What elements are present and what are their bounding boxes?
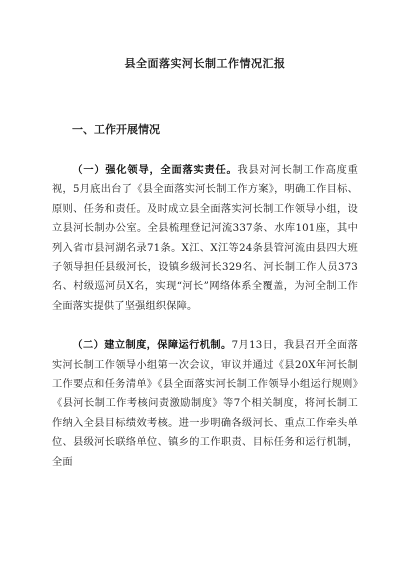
paragraph-body: 我县对河长制工作高度重视，5月底出台了《县全面落实河长制工作方案》，明确工作目标、原则、任务和责任。及时成立县全面落实河长制工作领导小组，设立县河长制办公室。全县梳理登记河流337条、水库101座，其中列入省市县河湖名录71条。X江、X江等24条县管河流由县四大班子领导担任县级河长，设镇乡级河长329名、河长制工作人员373名、村级巡河员X名，实现“河长”网络体系全覆盖，为河全制工作全面落实提供了坚强组织保障。 xyxy=(52,165,359,312)
section-heading: 一、工作开展情况 xyxy=(72,123,160,136)
paragraph-lead: （二）建立制度，保障运行机制。 xyxy=(72,339,232,352)
paragraph-system xyxy=(52,336,358,472)
paragraph-body: 7月13日，我县召开全面落实河长制工作领导小组第一次会议，审议并通过《县20X年河长制工作要点和任务清单》《县全面落实河长制工作领导小组运行规则》《县河长制工作考核问责激励制度》等7个相关制度，将河长制工作纳入全县目标绩效考核。进一步明确各级河长、重点工作牵头单位、县级河长联络单位、镇乡的工作职责、目标任务和运行机制，全面 xyxy=(52,340,358,468)
document-title: 县全面落实河长制工作情况汇报 xyxy=(124,57,286,70)
paragraph-lead: （一）强化领导，全面落实责任。 xyxy=(72,164,238,176)
paragraph-leadership xyxy=(52,161,358,316)
